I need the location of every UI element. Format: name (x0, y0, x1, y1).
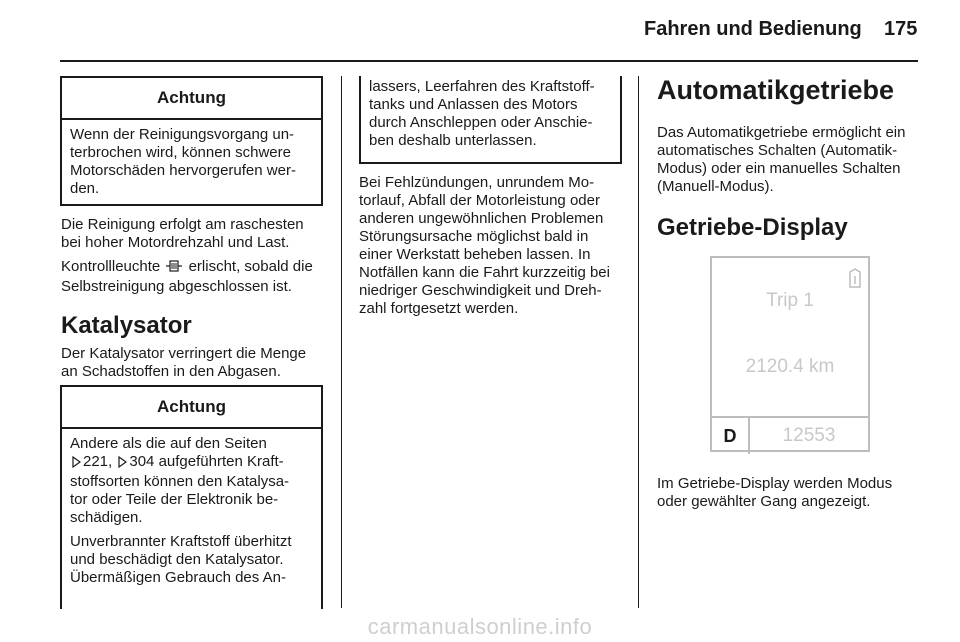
text-line: schädigen. (70, 509, 143, 526)
warning-box-fuel (60, 385, 323, 609)
text-line: Selbstreinigung abgeschlossen ist. (61, 278, 292, 295)
text-line: oder gewählter Gang angezeigt. (657, 493, 871, 510)
warning-box-continuation (359, 76, 622, 164)
text-segment: Kontrollleuchte (61, 258, 161, 275)
text-line: zahl fortgesetzt werden. (359, 300, 519, 317)
display-trip-label: Trip 1 (766, 290, 814, 311)
text-line: tanks und Anlassen des Motors (369, 96, 578, 113)
display-odometer: 12553 (782, 425, 836, 446)
paragraph-katalysator (61, 345, 306, 381)
header-rule (60, 60, 918, 62)
text-line: Störungsursache möglichst bald in (359, 228, 589, 245)
warning-body (361, 76, 620, 158)
text-line: Das Automatikgetriebe ermöglicht ein (657, 124, 906, 141)
text-line: Motorschäden hervorgerufen wer- (70, 162, 296, 179)
section-heading-automatikgetriebe: Automatikgetriebe (657, 75, 895, 105)
page-number: 175 (884, 18, 918, 40)
section-heading-katalysator: Katalysator (61, 312, 192, 339)
text-line (61, 258, 313, 278)
text-line: bei hoher Motordrehzahl und Last. (61, 234, 290, 251)
page-reference-icon (72, 455, 81, 473)
text-line: anderen ungewöhnlichen Problemen (359, 210, 604, 227)
watermark: carmanualsonline.info (367, 614, 593, 639)
text-line: Übermäßigen Gebrauch des An- (70, 569, 286, 586)
paragraph-misfire (359, 174, 610, 318)
text-line: stoffsorten können den Katalysa- (70, 473, 290, 490)
text-line: an Schadstoffen in den Abgasen. (61, 363, 281, 380)
text-line (70, 453, 313, 473)
text-segment: erlischt, sobald die (188, 258, 313, 275)
warning-box-cleaning (60, 76, 323, 206)
text-line: torlauf, Abfall der Motorleistung oder (359, 192, 600, 209)
text-line: terbrochen wird, können schwere (70, 144, 291, 161)
text-line: den. (70, 180, 100, 197)
text-line: tor oder Teile der Elektronik be- (70, 491, 279, 508)
text-line: Bei Fehlzündungen, unrundem Mo- (359, 174, 595, 191)
paragraph-warning-light (61, 258, 313, 296)
text-line: Notfällen kann die Fahrt kurzzeitig bei (359, 264, 610, 281)
text-line: ben deshalb unterlassen. (369, 132, 537, 149)
text-line: Modus) oder ein manuelles Schalten (657, 160, 901, 177)
text-line: Wenn der Reinigungsvorgang un- (70, 126, 295, 143)
column-divider-1 (341, 76, 342, 608)
page-reference-icon (118, 455, 127, 473)
display-gear: D (712, 418, 750, 454)
text-line: Im Getriebe-Display werden Modus (657, 475, 893, 492)
warning-body (62, 120, 321, 206)
text-line: Die Reinigung erfolgt am raschesten (61, 216, 304, 233)
text-line: Der Katalysator verringert die Menge (61, 345, 307, 362)
warning-heading: Achtung (62, 387, 321, 429)
text-line: Unverbrannter Kraftstoff überhitzt (70, 533, 292, 550)
text-line: (Manuell-Modus). (657, 178, 774, 195)
warning-heading: Achtung (62, 78, 321, 120)
page-reference: 221, (83, 453, 113, 470)
text-line: durch Anschleppen oder Anschie- (369, 114, 593, 131)
header-title: Fahren und Bedienung (644, 18, 862, 40)
display-distance: 2120.4 km (745, 356, 835, 377)
text-line: automatisches Schalten (Automatik- (657, 142, 898, 159)
text-line: und beschädigt den Katalysator. (70, 551, 284, 568)
display-bottom-row (712, 416, 868, 454)
warning-body (62, 429, 321, 595)
page-reference: 304 aufgeführten Kraft- (129, 453, 284, 470)
subheading-getriebe-display: Getriebe-Display (657, 214, 848, 241)
gearbox-display-illustration (710, 256, 870, 452)
engine-filter-warning-icon (166, 259, 182, 278)
paragraph-display-info (657, 475, 892, 511)
text-line: lassers, Leerfahren des Kraftstoff- (369, 78, 595, 95)
text-line: einer Werkstatt beheben lassen. In (359, 246, 591, 263)
text-line: Andere als die auf den Seiten (70, 435, 267, 452)
column-divider-2 (638, 76, 639, 608)
paragraph-cleaning-speed (61, 216, 304, 252)
text-line: niedriger Geschwindigkeit und Dreh- (359, 282, 602, 299)
paragraph-automatic (657, 124, 905, 196)
